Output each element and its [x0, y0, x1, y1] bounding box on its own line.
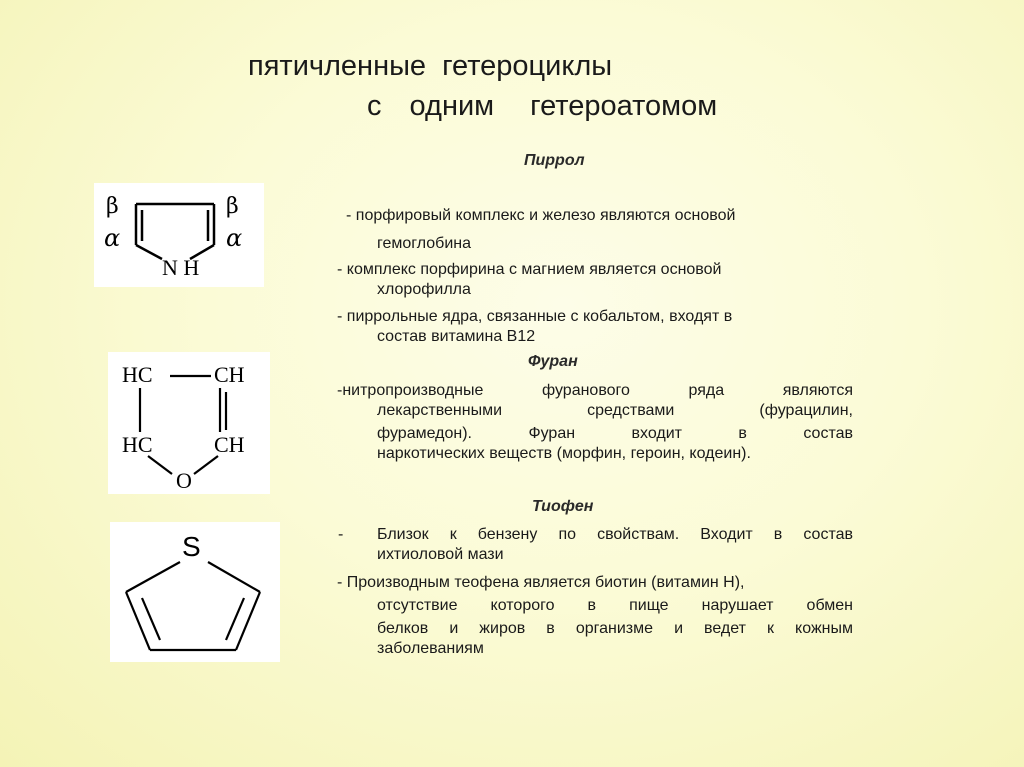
oxygen-label: O [176, 468, 192, 493]
pyrrole-heading: Пиррол [524, 152, 585, 169]
pyrrole-line-2: гемоглобина [377, 235, 472, 252]
slide-title-line2 [367, 90, 717, 123]
furan-line-2: лекарственными средствами (фурацилин, [377, 402, 853, 419]
ch-bottom-label: CH [214, 432, 245, 457]
thiophene-dash: - [338, 526, 344, 543]
thiophene-line-4: отсутствие которого в пище нарушает обмен [377, 597, 853, 614]
pyrrole-structure [94, 183, 264, 287]
slide-title-line2-part1: с одним [367, 90, 495, 122]
alpha-left-label: α [104, 224, 121, 252]
furan-line-3: фурамедон). Фуран входит в состав [377, 425, 853, 442]
sulfur-label: S [182, 531, 201, 562]
thiophene-line-1: Близок к бензену по свойствам. Входит в состав [377, 526, 853, 543]
ch-top-label: CH [214, 362, 245, 387]
furan-heading: Фуран [528, 353, 578, 370]
pyrrole-line-5: - пиррольные ядра, связанные с кобальтом, входят в [337, 308, 733, 325]
pyrrole-line-1: - порфировый комплекс и железо являются основой [346, 207, 736, 224]
hc-top-label: HC [122, 362, 153, 387]
slide-title-line2-part2: гетероатомом [530, 90, 718, 122]
thiophene-line-6: заболеваниям [377, 640, 484, 657]
thiophene-heading: Тиофен [532, 498, 594, 515]
pyrrole-line-4: хлорофилла [377, 281, 471, 298]
thiophene-structure [110, 522, 280, 662]
furan-line-1: -нитропроизводные фуранового ряда являются [337, 382, 853, 399]
beta-left-label: β [106, 194, 119, 219]
thiophene-line-5: белков и жиров в организме и ведет к кожным [377, 620, 853, 637]
nh-label: N H [162, 255, 200, 280]
thiophene-line-2: ихтиоловой мази [377, 546, 504, 563]
beta-right-label: β [226, 194, 239, 219]
pyrrole-line-6: состав витамина В12 [377, 328, 536, 345]
hc-bottom-label: HC [122, 432, 153, 457]
thiophene-line-3: - Производным теофена является биотин (витамин Н), [337, 574, 745, 591]
furan-structure [108, 352, 270, 494]
slide-title-line1: пятичленные гетероциклы [248, 50, 613, 82]
pyrrole-line-3: - комплекс порфирина с магнием является основой [337, 261, 722, 278]
alpha-right-label: α [226, 224, 243, 252]
furan-line-4: наркотических веществ (морфин, героин, кодеин). [377, 445, 751, 462]
